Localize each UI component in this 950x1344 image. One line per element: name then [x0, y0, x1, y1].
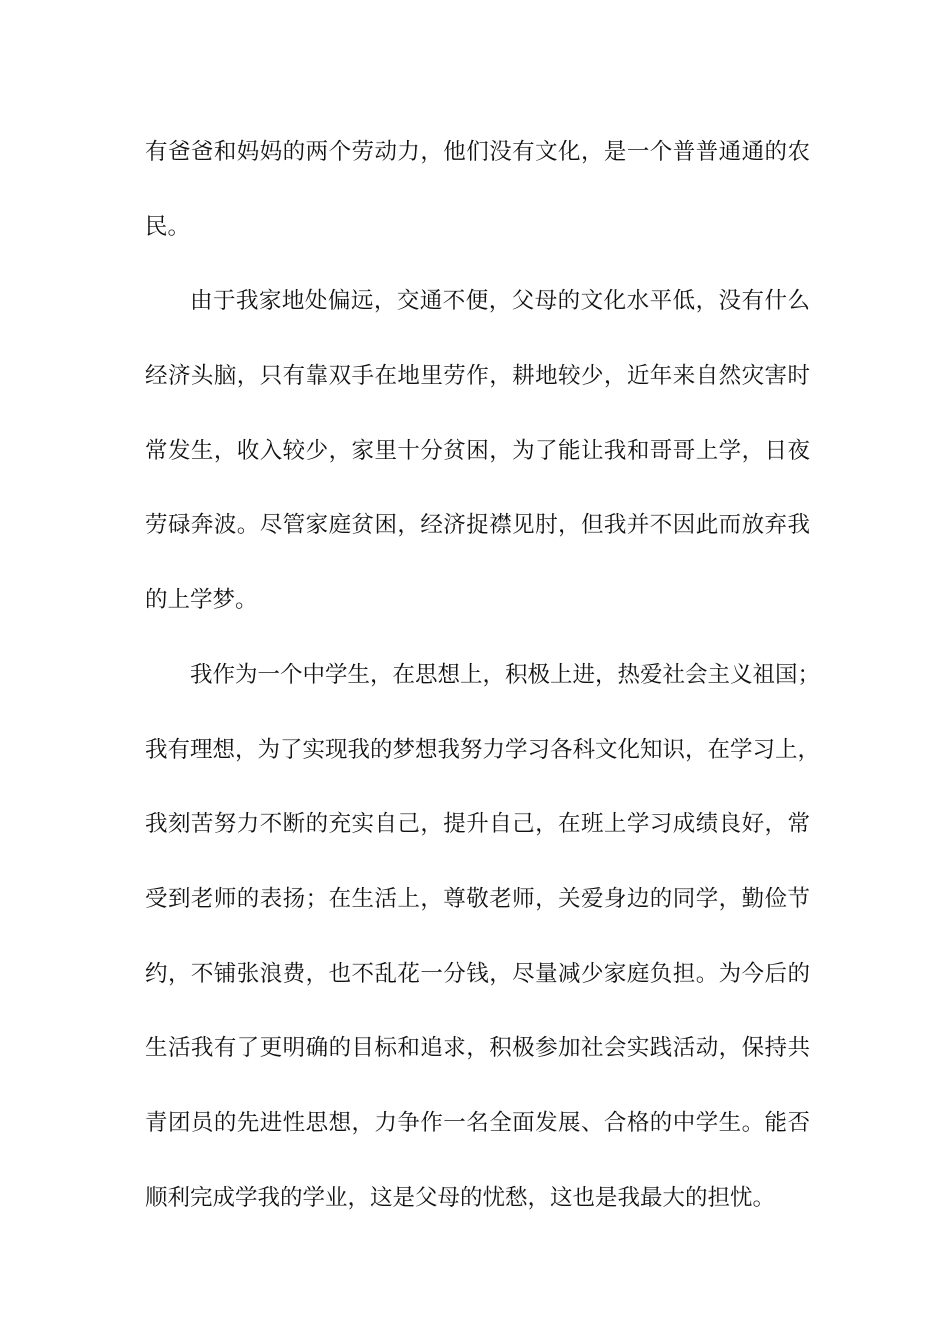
text-line: 青团员的先进性思想，力争作一名全面发展、合格的中学生。能否 — [145, 1109, 810, 1136]
paragraph-start-line: 我作为一个中学生，在思想上，积极上进，热爱社会主义祖国； — [190, 661, 821, 688]
text-line: 劳碌奔波。尽管家庭贫困，经济捉襟见肘，但我并不因此而放弃我 — [145, 512, 810, 539]
text-line: 我刻苦努力不断的充实自己，提升自己，在班上学习成绩良好，常 — [145, 811, 810, 838]
text-line: 约，不铺张浪费，也不乱花一分钱，尽量减少家庭负担。为今后的 — [145, 960, 810, 987]
text-line: 受到老师的表扬；在生活上，尊敬老师，关爱身边的同学，勤俭节 — [145, 885, 810, 912]
text-line: 常发生，收入较少，家里十分贫困，为了能让我和哥哥上学，日夜 — [145, 437, 810, 464]
text-line: 有爸爸和妈妈的两个劳动力，他们没有文化，是一个普普通通的农 — [145, 139, 810, 165]
text-line: 我有理想，为了实现我的梦想我努力学习各科文化知识，在学习上， — [145, 736, 821, 763]
text-line: 顺利完成学我的学业，这是父母的忧愁，这也是我最大的担忧。 — [145, 1184, 776, 1211]
text-line: 的上学梦。 — [145, 587, 258, 614]
paragraph-start-line: 由于我家地处偏远，交通不便，父母的文化水平低，没有什么 — [190, 288, 810, 315]
text-line: 生活我有了更明确的目标和追求，积极参加社会实践活动，保持共 — [145, 1035, 810, 1062]
body-text — [145, 130, 821, 1250]
text-line: 民。 — [145, 213, 191, 240]
text-line: 经济头脑，只有靠双手在地里劳作，耕地较少，近年来自然灾害时 — [145, 363, 810, 390]
